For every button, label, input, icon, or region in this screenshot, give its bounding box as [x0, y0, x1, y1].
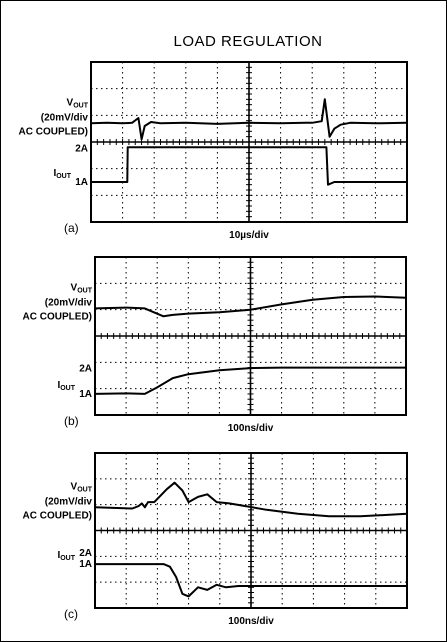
panel-label: (c): [64, 607, 78, 621]
time-per-div-label: 100ns/div: [228, 616, 274, 627]
iout-high-label: 2A: [79, 548, 92, 560]
vout-label: $V_{OUT}$: [66, 97, 88, 110]
scope-panel-2: [23, 257, 406, 434]
iout-low-label: 1A: [79, 559, 92, 571]
vout-label: $V_{OUT}$: [70, 282, 92, 295]
scope-panel-1: [19, 62, 407, 241]
vout-scale-label: (20mV/div: [44, 297, 92, 309]
time-per-div-label: 100ns/div: [227, 423, 274, 434]
iout-high-label: 2A: [79, 363, 92, 375]
vout-coupling-label: AC COUPLED): [22, 311, 92, 323]
panel-label: (a): [64, 221, 79, 235]
iout-low-label: 1A: [79, 388, 92, 400]
iout-low-label: 1A: [75, 177, 88, 188]
panel-label: (b): [64, 414, 79, 428]
vout-scale-label: (20mV/div: [44, 496, 92, 508]
vout-label: $V_{OUT}$: [70, 481, 92, 494]
vout-coupling-label: AC COUPLED): [18, 126, 88, 138]
iout-label: $I_{OUT}$: [57, 550, 75, 563]
iout-label: $I_{OUT}$: [57, 379, 75, 392]
iout-label: $I_{OUT}$: [53, 168, 71, 180]
scope-panel-3: [23, 453, 407, 627]
time-per-div-label: 10µs/div: [229, 230, 269, 241]
figure-title: LOAD REGULATION: [173, 33, 323, 50]
vout-scale-label: (20mV/div: [40, 112, 88, 124]
vout-coupling-label: AC COUPLED): [22, 510, 92, 522]
iout-high-label: 2A: [75, 143, 88, 155]
